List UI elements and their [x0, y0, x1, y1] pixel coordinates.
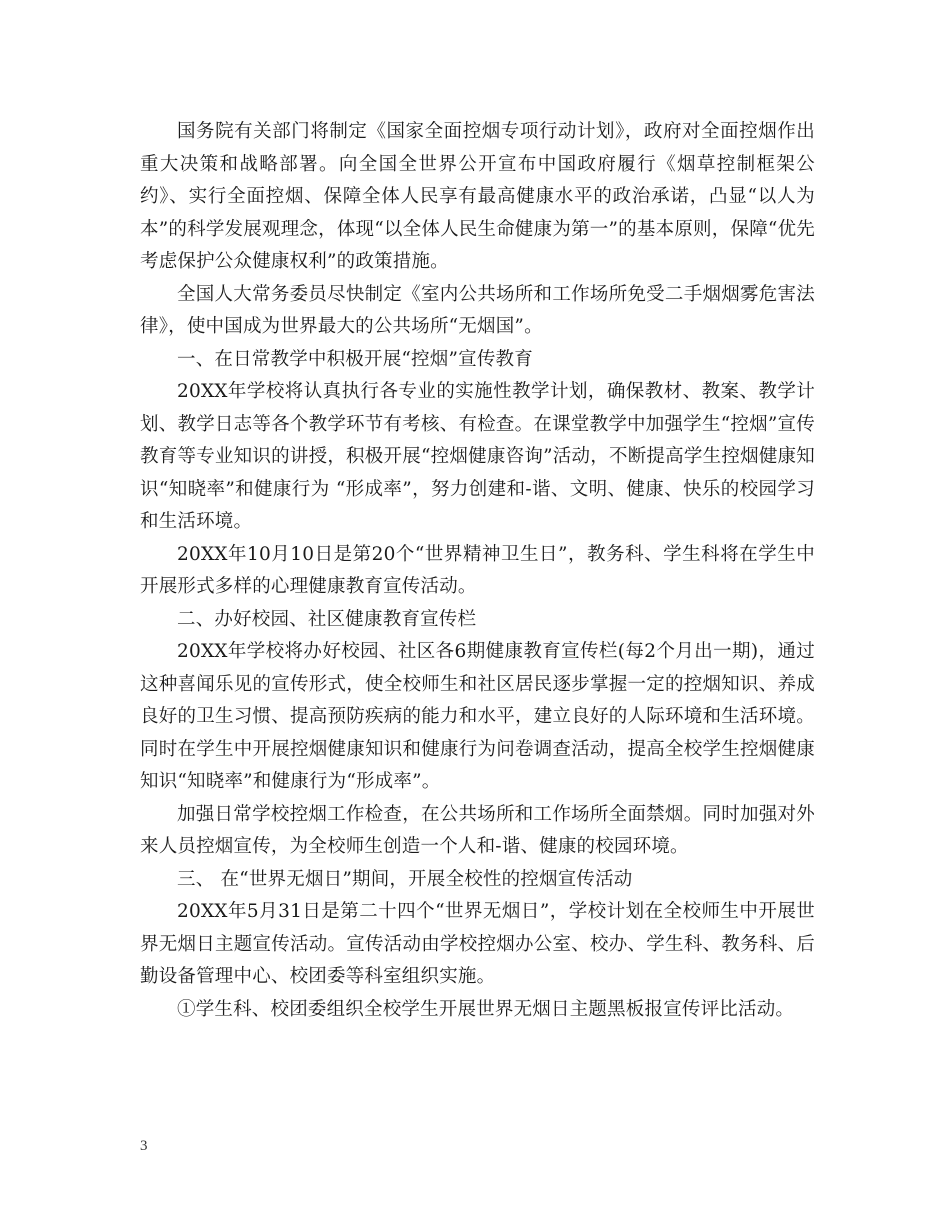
document-body	[140, 116, 815, 1026]
section-heading: 三、 在“世界无烟日”期间，开展全校性的控烟宣传活动	[177, 868, 633, 890]
paragraph: 20XX年学校将办好校园、社区各6期健康教育宣传栏(每2个月出一期)，通过这种喜闻乐见的宣传形式，使全校师生和社区居民逐步掌握一定的控烟知识、养成良好的卫生习惯、提高预防疾病的能力和水平，建立良好的人际环境和生活环境。同时在学生中开展控烟健康知识和健康行为问卷调查活动，提高全校学生控烟健康知识“知晓率”和健康行为“形成率”。	[140, 641, 815, 792]
paragraph: 全国人大常务委员尽快制定《室内公共场所和工作场所免受二手烟烟雾危害法律》，使中国成为世界最大的公共场所“无烟国”。	[140, 283, 815, 337]
section-heading: 一、在日常教学中积极开展“控烟”宣传教育	[177, 348, 533, 370]
page-number: 3	[140, 1138, 148, 1154]
paragraph: 20XX年学校将认真执行各专业的实施性教学计划，确保教材、教案、教学计划、教学日志等各个教学环节有考核、有检查。在课堂教学中加强学生“控烟”宣传教育等专业知识的讲授，积极开展“控烟健康咨询”活动，不断提高学生控烟健康知识“知晓率”和健康行为 “形成率”，努力创建和-谐、文明、健康、快乐的校园学习和生活环境。	[140, 381, 815, 532]
paragraph: 加强日常学校控烟工作检查，在公共场所和工作场所全面禁烟。同时加强对外来人员控烟宣传，为全校师生创造一个人和-谐、健康的校园环境。	[140, 803, 815, 857]
paragraph: 20XX年5月31日是第二十四个“世界无烟日”，学校计划在全校师生中开展世界无烟日主题宣传活动。宣传活动由学校控烟办公室、校办、学生科、教务科、后勤设备管理中心、校团委等科室组织实施。	[140, 901, 815, 987]
list-item: ①学生科、校团委组织全校学生开展世界无烟日主题黑板报宣传评比活动。	[177, 998, 795, 1020]
paragraph: 20XX年10月10日是第20个“世界精神卫生日”，教务科、学生科将在学生中开展形式多样的心理健康教育宣传活动。	[140, 543, 815, 597]
paragraph: 国务院有关部门将制定《国家全面控烟专项行动计划》，政府对全面控烟作出重大决策和战略部署。向全国全世界公开宣布中国政府履行《烟草控制框架公约》、实行全面控烟、保障全体人民享有最高健康水平的政治承诺，凸显“以人为本”的科学发展观理念，体现“以全体人民生命健康为第一”的基本原则，保障“优先考虑保护公众健康权利”的政策措施。	[140, 121, 815, 272]
section-heading: 二、办好校园、社区健康教育宣传栏	[177, 608, 477, 630]
